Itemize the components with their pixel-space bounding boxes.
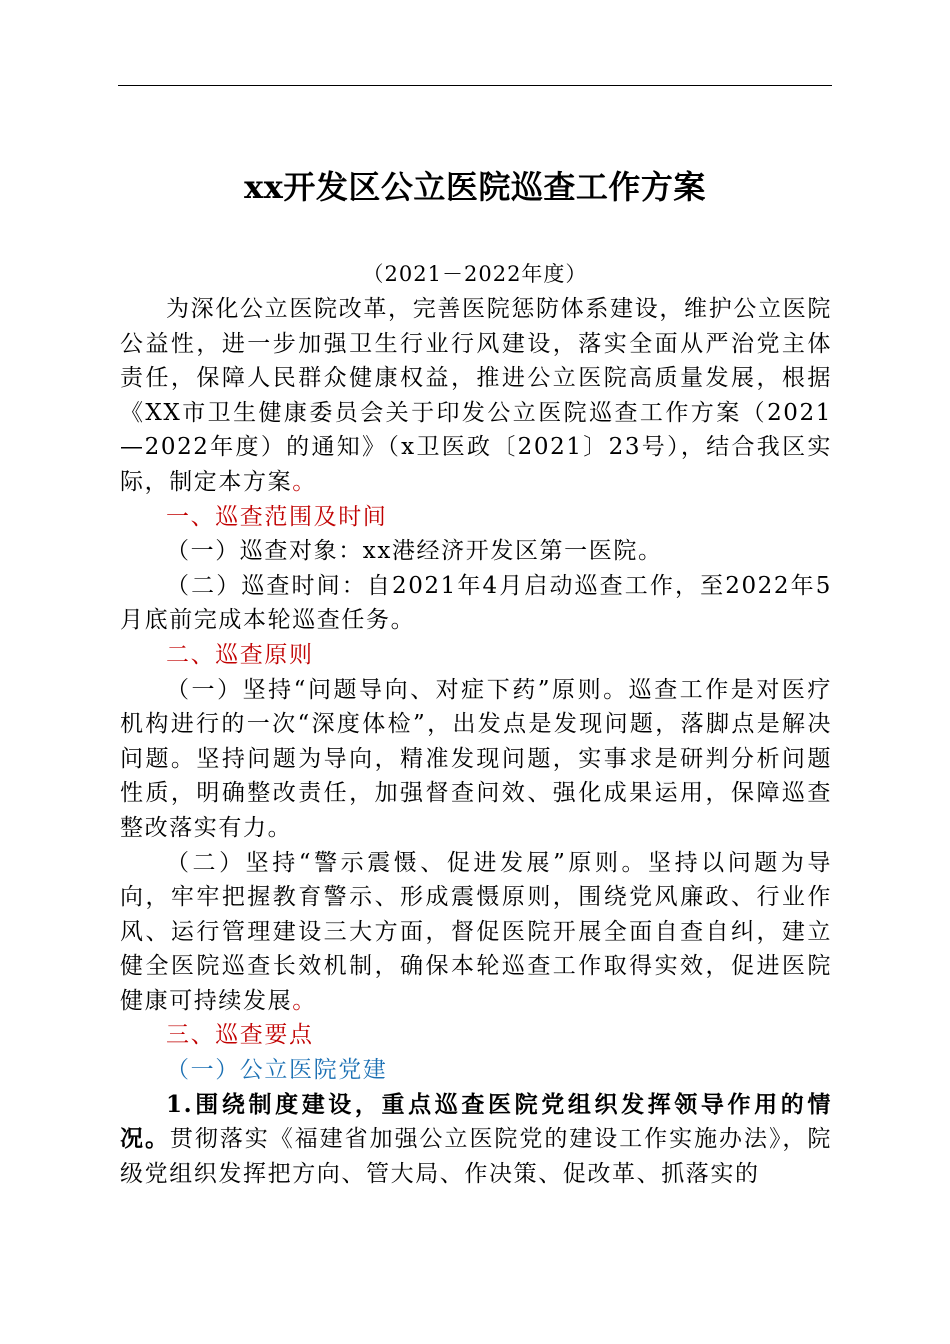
section-2-item-2	[120, 846, 832, 1019]
section-3-item-1	[120, 1088, 832, 1192]
section-heading-2: 二、巡查原则	[166, 641, 314, 668]
section-2-item-2-end-mark: 。	[292, 987, 317, 1014]
section-heading-3: 三、巡查要点	[166, 1022, 314, 1049]
section-2-item-2-text: （二）坚持“警示震慑、促进发展”原则。坚持以问题为导向，牢牢把握教育警示、形成震慑原则，围绕党风廉政、行业作风、运行管理建设三大方面，督促医院开展全面自查自纠，建立健全医院巡查长效机制，确保本轮巡查工作取得实效，促进医院健康可持续发展	[120, 849, 832, 1014]
section-1-item-2: （二）巡查时间：自2021年4月启动巡查工作，至2022年5月底前完成本轮巡查任务。	[120, 572, 832, 634]
intro-paragraph	[120, 292, 832, 500]
section-2-item-1: （一）坚持“问题导向、对症下药”原则。巡查工作是对医疗机构进行的一次“深度体检”，出发点是发现问题，落脚点是解决问题。坚持问题为导向，精准发现问题，实事求是研判分析问题性质，明确整改责任，加强督查问效、强化成果运用，保障巡查整改落实有力。	[120, 676, 832, 841]
section-1-item-1: （一）巡查对象：xx港经济开发区第一医院。	[166, 538, 663, 565]
subsection-heading-3-1: （一）公立医院党建	[166, 1057, 388, 1084]
document-title: xx开发区公立医院巡查工作方案	[244, 168, 706, 206]
header-rule	[118, 85, 832, 86]
document-body	[120, 292, 832, 1191]
section-3-item-1-lead: 1.围绕制度建设，重点巡查医院党组织发挥领导作用的情况。	[120, 1090, 832, 1153]
section-heading-1: 一、巡查范围及时间	[166, 503, 388, 530]
intro-end-mark: 。	[292, 468, 317, 495]
intro-text: 为深化公立医院改革，完善医院惩防体系建设，维护公立医院公益性，进一步加强卫生行业行风建设，落实全面从严治党主体责任，保障人民群众健康权益，推进公立医院高质量发展，根据《XX市卫生健康委员会关于印发公立医院巡查工作方案（2021—2022年度）的通知》（x卫医政〔2021〕23号），结合我区实际，制定本方案	[120, 296, 832, 495]
section-3-item-1-text: 贯彻落实《福建省加强公立医院党的建设工作实施办法》，院级党组织发挥把方向、管大局、作决策、促改革、抓落实的	[120, 1126, 832, 1187]
document-subtitle: （2021－2022年度）	[362, 262, 588, 286]
